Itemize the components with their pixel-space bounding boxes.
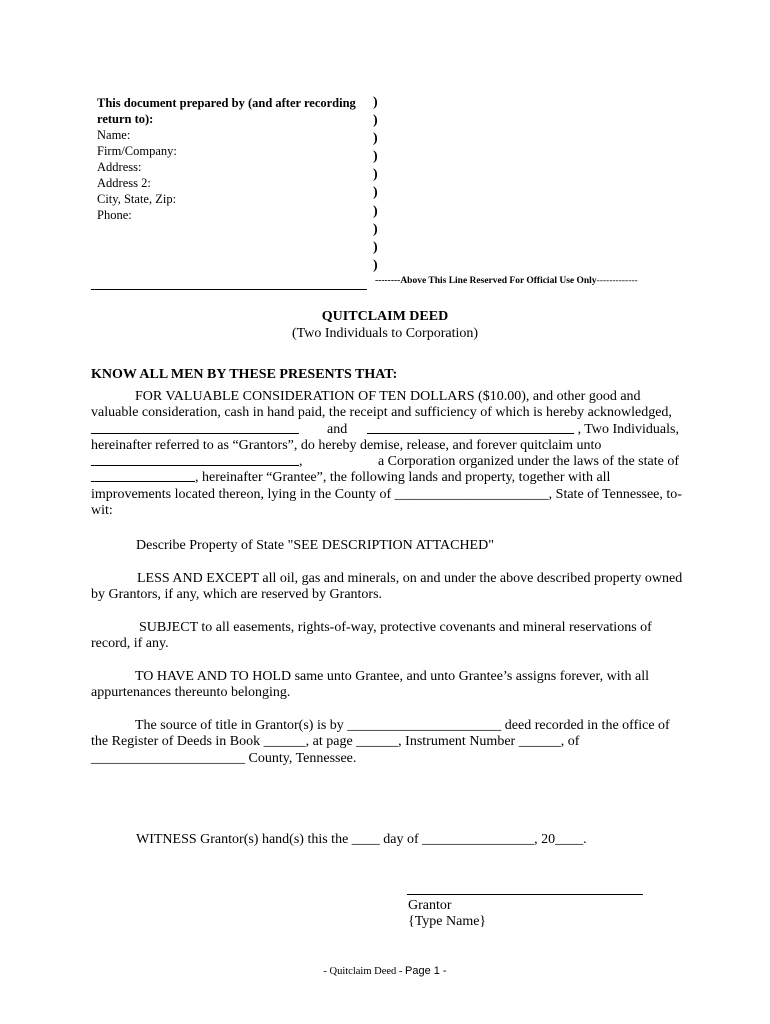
consideration-line-8: wit:: [91, 503, 113, 519]
paren: ): [373, 131, 378, 147]
paren: ): [373, 257, 378, 273]
paragraph-line: [91, 405, 679, 421]
paragraph-line: [91, 470, 679, 486]
grantor-label: Grantor: [408, 898, 452, 913]
less-line-2: by Grantors, if any, which are reserved by Grantors.: [91, 587, 383, 603]
name-field-label: Name:: [97, 128, 131, 142]
official-use-notice: [375, 276, 638, 286]
paragraph-line: [91, 636, 679, 652]
prepared-by-block: [97, 95, 367, 223]
grantor2-name-blank[interactable]: [367, 422, 574, 434]
witness-line: WITNESS Grantor(s) hand(s) this the ____ day of ________________, 20____.: [136, 832, 587, 847]
phone-field-label: Phone:: [97, 208, 132, 222]
paragraph-line: [91, 751, 679, 767]
two-individuals-text: , Two Individuals,: [577, 421, 679, 437]
know-all-men-heading: KNOW ALL MEN BY THESE PRESENTS THAT:: [91, 367, 398, 382]
and-word: and: [327, 421, 348, 437]
document-subtitle: (Two Individuals to Corporation): [291, 326, 479, 341]
property-description: Describe Property of State "SEE DESCRIPTION ATTACHED": [136, 538, 494, 553]
address2-field-label: Address 2:: [97, 176, 151, 190]
address-field-label: Address:: [97, 160, 142, 174]
paragraph-line: [91, 718, 679, 734]
paragraph-line: [91, 486, 682, 503]
subject-line-2: record, if any.: [91, 636, 169, 652]
paragraph-line: [91, 389, 679, 405]
footer-doc-name: - Quitclaim Deed -: [323, 966, 403, 977]
paragraph-line: [91, 571, 683, 587]
paren: ): [373, 239, 378, 255]
paren: ): [373, 203, 378, 219]
source-line-2: the Register of Deeds in Book ______, at page ______, Instrument Number ______, of: [91, 734, 580, 750]
tohave-line-2: appurtenances thereunto belonging.: [91, 685, 291, 701]
to-have-and-hold-paragraph: [91, 669, 679, 702]
grantee-name-blank[interactable]: [91, 454, 299, 466]
corporation-text: a Corporation organized under the laws of the state of: [377, 454, 679, 470]
paren: ): [373, 167, 378, 183]
paragraph-line: [91, 734, 679, 750]
consideration-line-1: FOR VALUABLE CONSIDERATION OF TEN DOLLARS ($10.00), and other good and: [135, 389, 641, 404]
state-blank[interactable]: [91, 470, 195, 482]
document-title: QUITCLAIM DEED: [321, 309, 449, 324]
paren: ): [373, 221, 378, 237]
grantor-signature-line[interactable]: [407, 894, 643, 895]
paragraph-line: [91, 454, 679, 470]
parenthesis-column: [373, 94, 378, 275]
reserved-dash-left: --------: [375, 276, 401, 286]
paragraph-line: [91, 503, 679, 519]
consideration-line-2: valuable consideration, cash in hand paid, the receipt and sufficiency of which is hereby acknowledged,: [91, 405, 672, 421]
firm-field-label: Firm/Company:: [97, 144, 177, 158]
prepared-by-label: This document prepared by (and after recording: [97, 96, 356, 110]
grantor-signature-block: [408, 898, 486, 930]
tohave-line-1: TO HAVE AND TO HOLD same unto Grantee, and unto Grantee’s assigns forever, with all: [135, 669, 649, 684]
paren: ): [373, 185, 378, 201]
paren: ): [373, 113, 378, 129]
paragraph-line: [91, 587, 679, 603]
paragraph-line: [91, 620, 679, 636]
subject-paragraph: [91, 620, 679, 653]
type-name-placeholder: {Type Name}: [408, 914, 487, 929]
paragraph-line: [91, 438, 679, 454]
reserved-dash-right: -------------: [596, 276, 638, 286]
consideration-line-4: hereinafter referred to as “Grantors”, do hereby demise, release, and forever quitclaim unto: [91, 437, 602, 453]
consideration-line-7: improvements located thereon, lying in the County of ______________________, State of Tennessee, to-: [91, 486, 682, 502]
paren: ): [373, 95, 378, 110]
consideration-paragraph: [91, 389, 682, 519]
paragraph-line: [91, 685, 679, 701]
subject-line-1: SUBJECT to all easements, rights-of-way, protective covenants and mineral reservations of: [139, 620, 652, 635]
city-state-zip-field-label: City, State, Zip:: [97, 192, 177, 206]
source-line-3: ______________________ County, Tennessee.: [91, 750, 357, 766]
grantor1-name-blank[interactable]: [91, 422, 299, 434]
comma: ,: [299, 454, 303, 470]
return-to-label: return to):: [97, 112, 154, 126]
source-line-1: The source of title in Grantor(s) is by ______________________ deed recorded in the office of: [135, 718, 670, 733]
paragraph-line: [91, 669, 679, 685]
source-of-title-paragraph: [91, 718, 679, 767]
less-line-1: LESS AND EXCEPT all oil, gas and minerals, on and under the above described property owned: [137, 571, 683, 586]
page-footer: [0, 965, 770, 977]
reserved-text: Above This Line Reserved For Official Use Only: [400, 276, 597, 286]
paragraph-line: [91, 422, 679, 438]
less-and-except-paragraph: [91, 571, 683, 604]
paren: ): [373, 149, 378, 165]
footer-page-number: Page 1 -: [405, 965, 447, 977]
recording-divider-line: [91, 289, 367, 290]
grantee-line: , hereinafter “Grantee”, the following lands and property, together with all: [195, 470, 611, 486]
